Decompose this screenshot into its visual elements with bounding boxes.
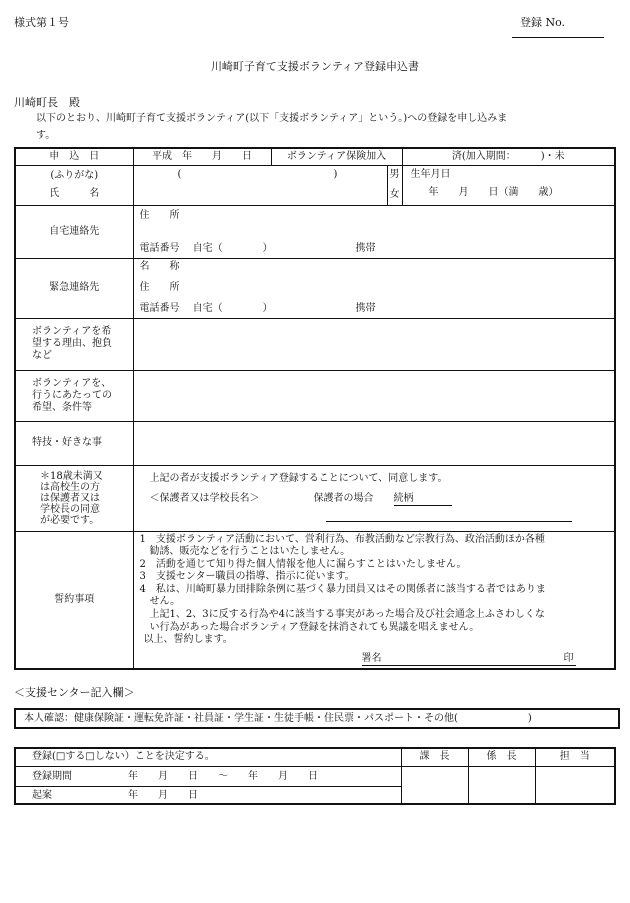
seal-label: 印 — [563, 652, 574, 664]
gender-female[interactable]: 女 — [389, 189, 400, 200]
registration-period-label: 登録期間 — [32, 770, 72, 782]
id-check-box[interactable] — [14, 708, 620, 729]
home-phone-label: 電話番号 自宅（ ） — [139, 242, 273, 254]
birthdate-cell[interactable] — [402, 165, 615, 205]
emergency-name-label: 名 称 — [139, 260, 180, 272]
registration-period-cell[interactable] — [15, 766, 401, 786]
furigana-paren-close: ) — [333, 168, 338, 180]
consent-input[interactable] — [133, 465, 615, 531]
draft-value: 年 月 日 — [128, 789, 198, 801]
registration-period-value: 年 月 日 ～ 年 月 日 — [128, 770, 318, 782]
pledge-note: 上記1、2、3に反する行為や4に該当する事実があった場合及び社会通念上ふさわしくな — [149, 609, 545, 621]
furigana-paren-open: ( — [177, 168, 182, 180]
staff-stamp-box[interactable] — [535, 766, 615, 804]
chief-stamp-box[interactable] — [401, 766, 468, 804]
birthdate-value: 年 月 日（満 歳） — [428, 186, 559, 198]
intro-text-line1: 以下のとおり、川崎町子育て支援ボランティア(以下「支援ボランティア」という。)への登録を申し込みま — [36, 113, 508, 124]
application-date-value[interactable]: 平成 年 月 日 — [133, 148, 271, 165]
emergency-mobile-label: 携帯 — [355, 302, 376, 314]
wishes-input[interactable] — [133, 370, 615, 421]
id-check-text: 本人確認：健康保険証・運転免許証・社員証・学生証・生徒手帳・住民票・パスポート・その他( ) — [24, 713, 532, 724]
skills-input[interactable] — [133, 421, 615, 465]
pledge-closing: 以上、誓約します。 — [143, 634, 233, 646]
pledge-content: 1 支援ボランティア活動において、営利行為、布教活動など宗教行為、政治活動ほか各種 勧誘、販売などを行うことはいたしません。 2 活動を通じて知り得た個人情報を他人に漏らすことはいたしません。 3 支援センター職員の指導、指示に従います。 4 私は、川崎町暴力団排除条例に基づく暴力団員又はその関係者に該当する者ではありま せん。 上記1、2、3に反する行為や4に該当する事実があった場合及び社会通念上ふさわしくな い行為があった場合ボランティア登録を抹消されても異議を唱えません。 以上、誓約します。 署名 印 — [133, 531, 615, 669]
pledge-item-1: 1 支援ボランティア活動において、営利行為、布教活動など宗教行為、政治活動ほか各種 — [139, 533, 545, 545]
emergency-contact-label: 緊急連絡先 — [15, 258, 133, 318]
wishes-label: ボランティアを、 行うにあたっての 希望、条件等 — [15, 370, 133, 421]
home-mobile-label: 携帯 — [355, 242, 376, 254]
skills-row — [15, 421, 615, 465]
draft-label: 起案 — [32, 789, 52, 801]
name-label: 氏 名 — [49, 188, 100, 199]
consent-row — [15, 465, 615, 531]
emergency-contact-input[interactable] — [133, 258, 615, 318]
gender-male[interactable]: 男 — [389, 169, 400, 180]
insurance-label: ボランティア保険加入 — [271, 148, 402, 165]
reason-row — [15, 318, 615, 370]
subchief-stamp-box[interactable] — [468, 766, 535, 804]
reason-input[interactable] — [133, 318, 615, 370]
furigana-label: (ふりがな) — [50, 170, 99, 181]
pledge-label: 誓約事項 — [15, 531, 133, 669]
relationship-field[interactable] — [394, 493, 452, 506]
consent-statement: 上記の者が支援ボランティア登録することについて、同意します。 — [149, 472, 448, 484]
form-number: 様式第１号 — [14, 16, 69, 29]
application-table — [14, 147, 616, 670]
home-address-label: 住 所 — [139, 209, 180, 221]
home-contact-label: 自宅連絡先 — [15, 205, 133, 258]
consent-label: ＊18歳未満又 は高校生の方 は保護者又は 学校長の同意 が必要です。 — [15, 465, 133, 531]
name-label-cell — [15, 165, 133, 205]
home-contact-row — [15, 205, 615, 258]
wishes-row — [15, 370, 615, 421]
emergency-phone-label: 電話番号 自宅（ ） — [139, 302, 273, 314]
pledge-item-2: 2 活動を通じて知り得た個人情報を他人に漏らすことはいたしません。 — [139, 558, 467, 570]
birthdate-label: 生年月日 — [410, 168, 451, 180]
gender-cell[interactable] — [387, 165, 402, 205]
name-row — [15, 165, 615, 205]
registration-number-label: 登録 No. — [520, 16, 566, 29]
decision-table — [14, 747, 616, 805]
intro-text-line2: す。 — [36, 130, 56, 141]
emergency-address-label: 住 所 — [139, 281, 180, 293]
signature-field[interactable] — [362, 653, 576, 666]
pledge-item-3: 3 支援センター職員の指導、指示に従います。 — [139, 571, 355, 583]
application-date-label: 申 込 日 — [15, 148, 133, 165]
skills-label: 特技・好きな事 — [15, 421, 133, 465]
registration-number-field[interactable] — [512, 37, 604, 38]
addressee: 川崎町長 殿 — [14, 96, 80, 109]
insurance-value[interactable]: 済(加入期間： )・未 — [402, 148, 615, 165]
reason-label: ボランティアを希 望する理由、抱負 など — [15, 318, 133, 370]
staff-label: 担 当 — [535, 748, 615, 766]
name-input[interactable] — [133, 165, 387, 205]
chief-label: 課 長 — [401, 748, 468, 766]
guardian-signature-line — [326, 521, 572, 522]
pledge-row — [15, 531, 615, 669]
draft-cell[interactable] — [15, 786, 401, 804]
page-title: 川崎町子育て支援ボランティア登録申込書 — [210, 60, 420, 73]
guardian-name-label: ＜保護者又は学校長名＞ — [149, 492, 260, 504]
subchief-label: 係 長 — [468, 748, 535, 766]
guardian-case-label: 保護者の場合 — [313, 492, 374, 504]
decision-text[interactable]: 登録(□する□しない）ことを決定する。 — [15, 748, 401, 766]
pledge-item-4: 4 私は、川崎町暴力団排除条例に基づく暴力団員又はその関係者に該当する者ではありま — [139, 583, 546, 595]
home-contact-input[interactable] — [133, 205, 615, 258]
relationship-label: 続柄 — [393, 492, 414, 504]
signature-label: 署名 — [361, 652, 382, 664]
emergency-contact-row — [15, 258, 615, 318]
center-section-label: ＜支援センター記入欄＞ — [14, 686, 135, 699]
date-row — [15, 148, 615, 165]
